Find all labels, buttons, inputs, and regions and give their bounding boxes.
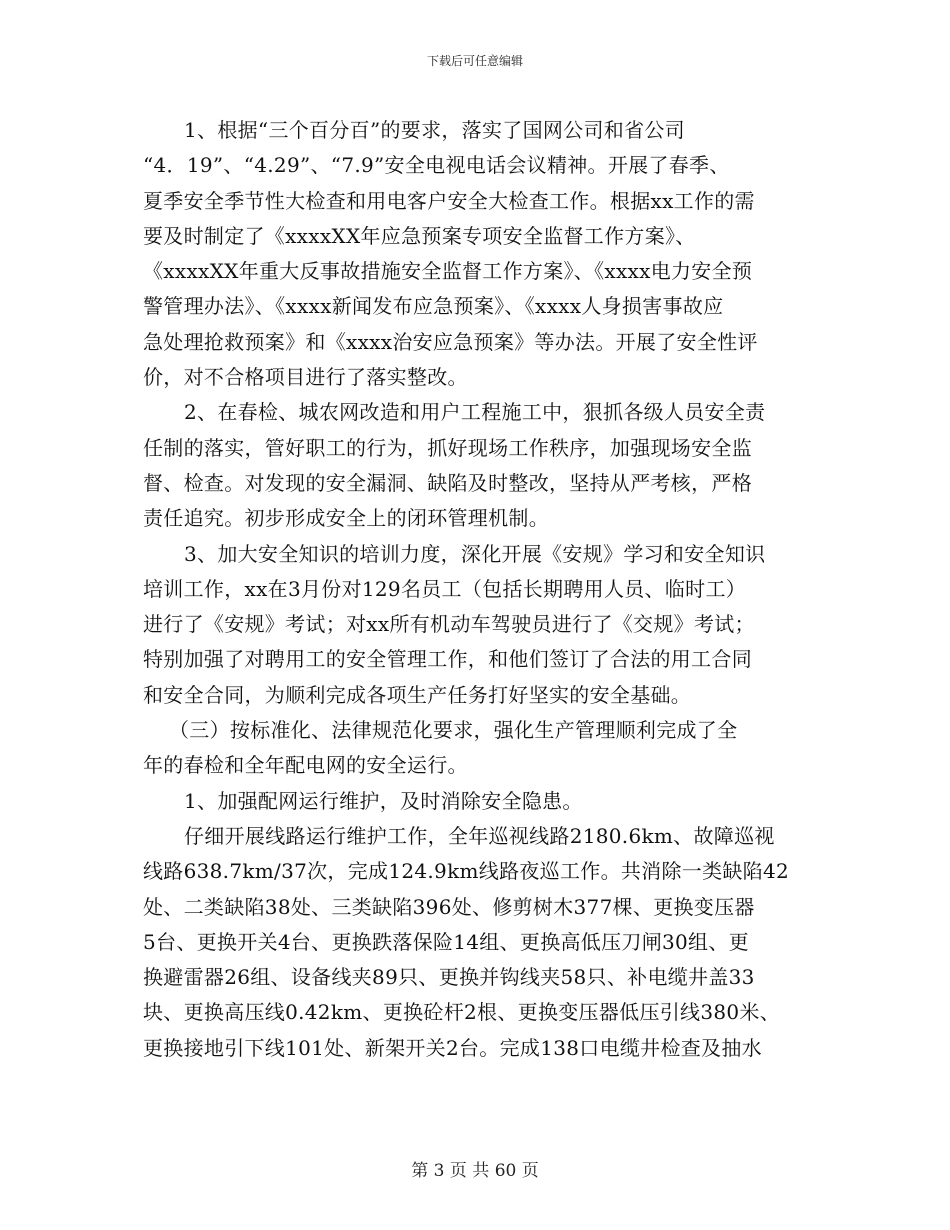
paragraph-line: 处、二类缺陷38处、三类缺陷396处、修剪树木377棵、更换变压器 <box>143 894 755 919</box>
page-number: 第 3 页 共 60 页 <box>411 1161 539 1181</box>
paragraph-line: 1、根据“三个百分百”的要求，落实了国网公司和省公司 <box>184 118 685 142</box>
paragraph-line: 进行了《安规》考试；对xx所有机动车驾驶员进行了《交规》考试； <box>143 612 755 637</box>
paragraph-line: 和安全合同，为顺利完成各项生产任务打好坚实的安全基础。 <box>143 682 692 707</box>
paragraph-line: 责任追究。初步形成安全上的闭环管理机制。 <box>143 506 549 531</box>
paragraph-line: 5台、更换开关4台、更换跌落保险14组、更换高低压刀闸30组、更 <box>143 929 749 954</box>
paragraph-line: 特别加强了对聘用工的安全管理工作，和他们签订了合法的用工合同 <box>143 647 752 672</box>
subheading-line: 1、加强配网运行维护，及时消除安全隐患。 <box>184 788 583 813</box>
paragraph-line: 要及时制定了《xxxxXX年应急预案专项安全监督工作方案》、 <box>143 223 696 248</box>
paragraph-line: 仔细开展线路运行维护工作，全年巡视线路2180.6km、故障巡视 <box>184 823 775 848</box>
paragraph-line: 夏季安全季节性大检查和用电客户安全大检查工作。根据xx工作的需 <box>143 188 755 213</box>
document-body <box>143 113 811 1066</box>
paragraph-line: “4．19”、“4.29”、“7.9”安全电视电话会议精神。开展了春季、 <box>143 153 730 178</box>
paragraph-line: 2、在春检、城农网改造和用户工程施工中，狠抓各级人员安全责 <box>184 400 766 425</box>
paragraph-line: 任制的落实，管好职工的行为，抓好现场工作秩序，加强现场安全监 <box>143 435 752 460</box>
paragraph-line: 线路638.7km/37次，完成124.9km线路夜巡工作。共消除一类缺陷42 <box>143 859 790 884</box>
paragraph-line: 警管理办法》、《xxxx新闻发布应急预案》、《xxxx人身损害事故应 <box>143 294 724 319</box>
paragraph-line: 督、检查。对发现的安全漏洞、缺陷及时整改，坚持从严考核，严格 <box>143 470 752 495</box>
section-heading-line: （三）按标准化、法律规范化要求，强化生产管理顺利完成了全 <box>169 718 738 743</box>
paragraph-line: 3、加大安全知识的培训力度，深化开展《安规》学习和安全知识 <box>184 541 766 566</box>
paragraph-line: 《xxxxXX年重大反事故措施安全监督工作方案》、《xxxx电力安全预 <box>143 259 753 284</box>
page-header: 下载后可任意编辑 <box>426 54 523 68</box>
paragraph-line: 培训工作，xx在3月份对129名员工（包括长期聘用人员、临时工） <box>143 576 747 601</box>
paragraph-line: 价，对不合格项目进行了落实整改。 <box>143 365 468 390</box>
paragraph-line: 急处理抢救预案》和《xxxx治安应急预案》等办法。开展了安全性评 <box>143 329 758 354</box>
paragraph-line: 块、更换高压线0.42km、更换砼杆2根、更换变压器低压引线380米、 <box>143 1000 781 1025</box>
paragraph-line: 换避雷器26组、设备线夹89只、更换并钩线夹58只、补电缆井盖33 <box>143 965 755 990</box>
paragraph-line: 更换接地引下线101处、新架开关2台。完成138口电缆井检查及抽水 <box>143 1035 762 1060</box>
paragraph-line: 年的春检和全年配电网的安全运行。 <box>143 753 468 778</box>
